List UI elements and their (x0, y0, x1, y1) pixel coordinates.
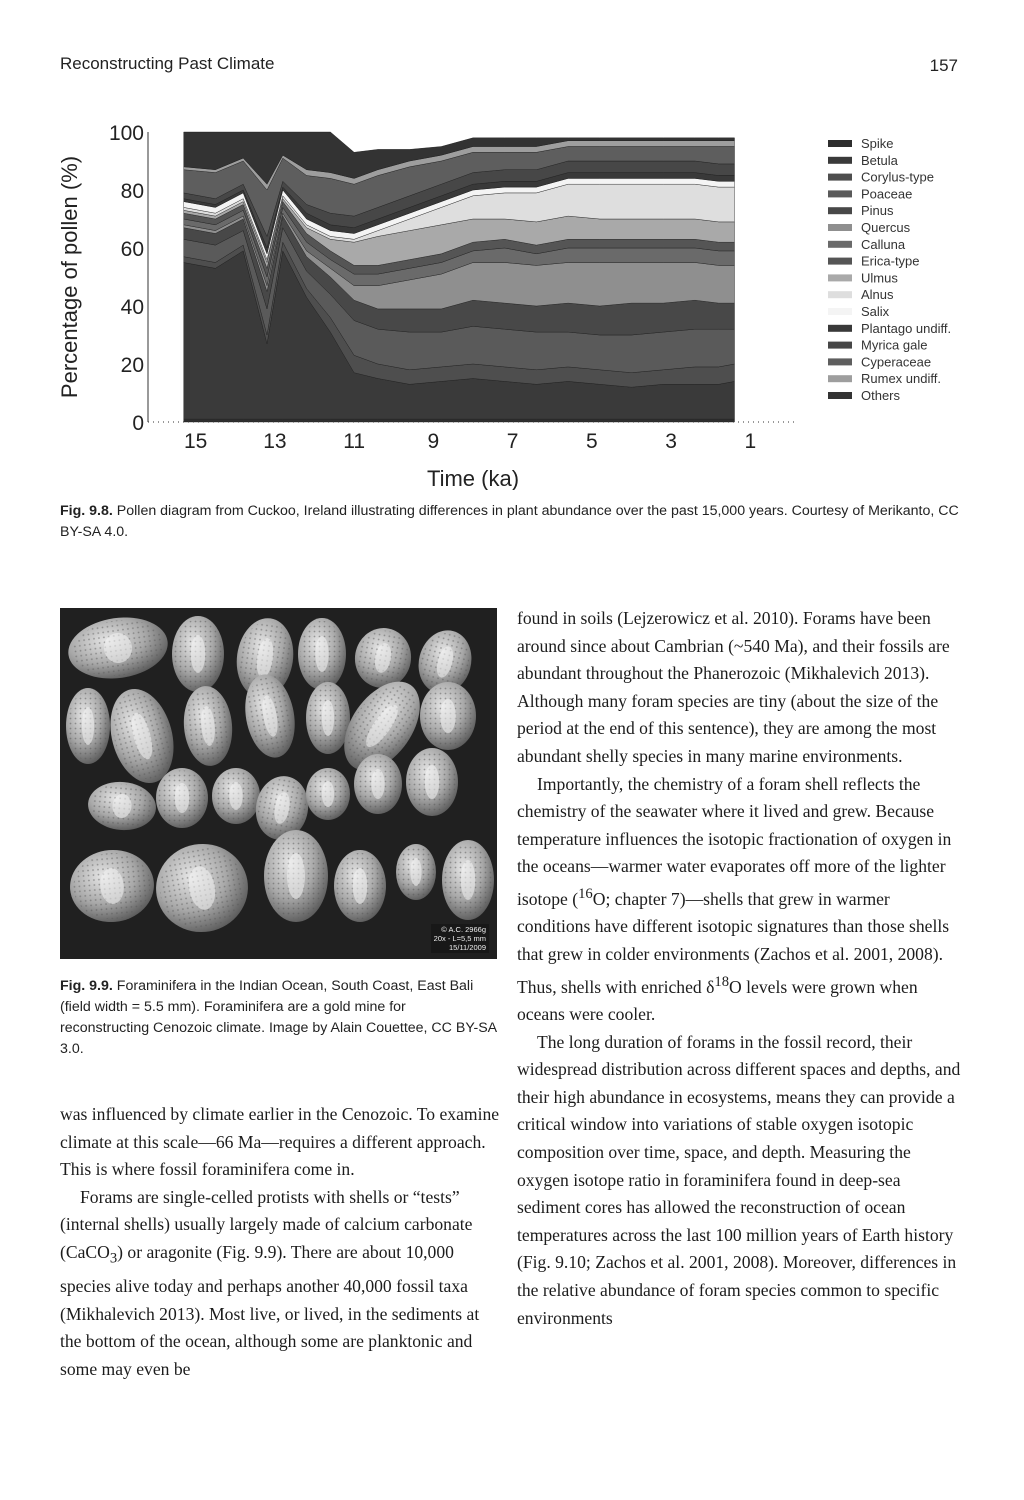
y-tick-label: 60 (120, 238, 144, 261)
legend-label: Quercus (861, 220, 911, 235)
caption-text: Foraminifera in the Indian Ocean, South Coast, East Bali (field width = 5.5 mm). Foraminifera are a gold mine for reconstructing Cenozoic climate. Image by Alain Couettee, CC BY-SA 3.0. (60, 978, 497, 1057)
figure-9-9-caption (60, 976, 497, 1060)
photo-stamp: © A.C. 2966g 20x - L=5,5 mm 15/11/2009 (431, 924, 489, 953)
x-tick-label: 9 (427, 430, 440, 453)
chart-areas (184, 132, 735, 422)
legend-swatch (828, 392, 852, 399)
y-tick-label: 40 (120, 296, 144, 319)
x-tick-label: 3 (665, 430, 677, 453)
x-tick-label: 1 (744, 430, 757, 453)
x-tick-label: 15 (183, 430, 208, 453)
y-tick-label: 100 (108, 122, 144, 145)
legend-label: Pinus (861, 203, 894, 219)
legend-label: Ulmus (861, 270, 898, 286)
y-tick-label: 80 (120, 180, 144, 203)
body-column-left (60, 1101, 500, 1383)
y-tick-label: 20 (120, 354, 144, 377)
y-axis-title: Percentage of pollen (%) (57, 155, 82, 399)
foraminifera-shell (406, 748, 458, 816)
legend-swatch (828, 157, 852, 164)
legend-label: Salix (861, 304, 890, 319)
pollen-chart (40, 110, 980, 490)
legend-swatch (828, 224, 852, 231)
foraminifera-shell (149, 837, 255, 940)
legend-swatch (828, 241, 852, 248)
legend-label: Plantago undiff. (861, 320, 952, 336)
chart-legend (828, 136, 951, 403)
foraminifera-shell (350, 624, 416, 693)
paragraph: found in soils (Lejzerowicz et al. 2010). Forams have been around since about Cambrian (~540 Ma), and their fossils are abundant throughout the Phanerozoic (Mikhalevich 2013). Although many foram species are tiny (about the size of the period at the end of this sentence), they are among the most abundant shelly species in many marine environments. (517, 608, 950, 766)
foraminifera-shell (172, 616, 224, 692)
caption-text: Pollen diagram from Cuckoo, Ireland illustrating differences in plant abundance over the past 15,000 years. Courtesy of Merikanto, CC BY-SA 4.0. (60, 503, 959, 540)
legend-label: Calluna (861, 236, 906, 252)
foraminifera-shell (298, 618, 346, 690)
foraminifera-shell (67, 846, 157, 925)
foraminifera-shell (396, 844, 436, 900)
legend-swatch (828, 375, 852, 382)
foraminifera-shell (181, 684, 236, 768)
paragraph: was influenced by climate earlier in the Cenozoic. To examine climate at this scale—66 Ma—requires a different approach. This is where fossil foraminifera come in. (60, 1104, 500, 1180)
legend-label: Poaceae (861, 186, 913, 202)
foraminifera-shell (334, 850, 386, 922)
figure-9-8-caption (60, 501, 970, 543)
legend-swatch (828, 274, 852, 281)
legend-swatch (828, 174, 852, 181)
foraminifera-shells (60, 608, 497, 959)
legend-label: Rumex undiff. (861, 371, 941, 387)
x-axis-title: Time (ka) (426, 466, 520, 490)
running-head: Reconstructing Past Climate (60, 54, 275, 73)
legend-label: Others (861, 388, 901, 403)
figure-label: Fig. 9.8. (60, 503, 113, 519)
legend-swatch (828, 325, 852, 332)
legend-label: Cyperaceae (861, 354, 932, 370)
paragraph: Forams are single-celled protists with shells or “tests” (internal shells) usually largely made of calcium carbonate (CaCO$_3$) or aragonite (Fig. 9.9). There are about 10,000 species alive today and perhaps another 40,000 fossil taxa (Mikhalevich 2013). Most live, or lived, in the sediments at the bottom of the ocean, although some are planktonic and some may even be (60, 1186, 480, 1379)
legend-label: Corylus-type (861, 169, 934, 185)
paragraph: The long duration of forams in the fossil record, their widespread distribution across different spaces and depths, and their high abundance in ecosystems, means they can provide a critical window into variations of stable oxygen isotopic composition over time, space, and depth. Measuring the oxygen isotope ratio in foraminifera found in deep-sea sediment cores has allowed the reconstruction of ocean temperatures across the last 100 million years of Earth history (Fig. 9.10; Zachos et al. 2001, 2008). Moreover, differences in the relative abundance of foram species common to specific environments (517, 1031, 961, 1328)
foraminifera-shell (306, 768, 350, 820)
foraminifera-photo (60, 608, 497, 959)
figure-label: Fig. 9.9. (60, 978, 113, 994)
legend-swatch (828, 258, 852, 265)
area-series-0 (184, 419, 735, 422)
x-tick-label: 13 (263, 430, 287, 453)
body-column-right (517, 605, 964, 1332)
legend-swatch (828, 291, 852, 298)
foraminifera-shell (86, 779, 158, 833)
legend-label: Myrica gale (861, 337, 928, 353)
legend-swatch (828, 207, 852, 214)
foraminifera-shell (264, 830, 328, 922)
foraminifera-shell (64, 611, 171, 684)
foraminifera-shell (306, 682, 350, 754)
legend-label: Betula (861, 152, 898, 168)
legend-swatch (828, 190, 852, 197)
legend-label: Alnus (861, 287, 894, 303)
foraminifera-shell (354, 754, 402, 814)
page-number: 157 (929, 56, 958, 75)
foraminifera-shell (212, 768, 260, 824)
foraminifera-shell (420, 682, 476, 750)
x-tick-label: 7 (506, 430, 519, 453)
foraminifera-shell (66, 688, 110, 764)
legend-swatch (828, 342, 852, 349)
legend-swatch (828, 358, 852, 365)
legend-swatch (828, 140, 852, 147)
foraminifera-shell (442, 840, 494, 920)
foraminifera-shell (156, 768, 208, 828)
x-tick-label: 5 (586, 430, 598, 453)
legend-swatch (828, 308, 852, 315)
legend-label: Erica-type (861, 253, 920, 269)
paragraph: Importantly, the chemistry of a foram shell reflects the chemistry of the seawater where it lived and grew. Because temperature influences the isotopic fractionation of oxygen in the oceans—warmer water evaporates off more of the lighter isotope ($^{16}$O; chapter 7)—shells that grew in warmer conditions have different isotopic signatures than those shells that grew in colder environments (Zachos et al. 2001, 2008). Thus, shells with enriched $\delta^{18}O$ levels were grown when oceans were cooler. (517, 773, 952, 1025)
x-tick-label: 11 (343, 430, 366, 453)
y-tick-label: 0 (132, 412, 144, 435)
legend-label: Spike (861, 136, 894, 151)
